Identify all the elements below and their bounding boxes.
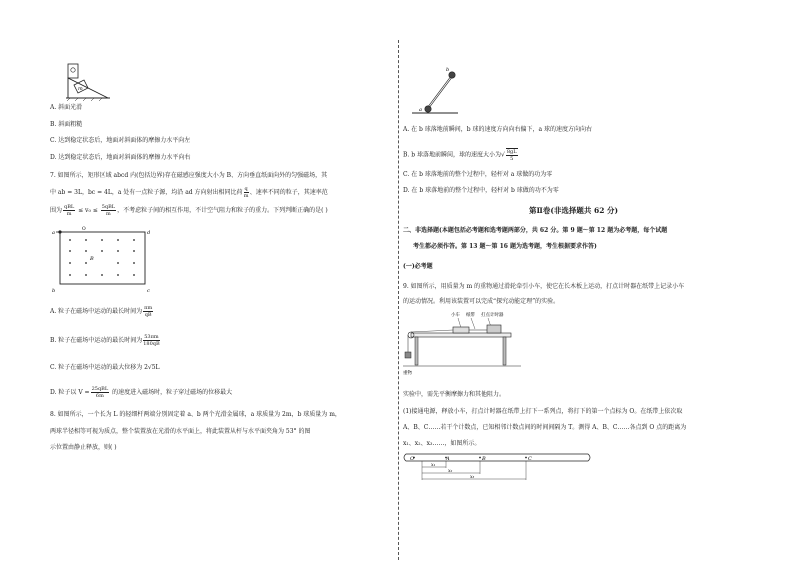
tape-x2-label: x₂ <box>448 469 453 474</box>
tape-c-label: C <box>528 456 532 462</box>
q8-line3: 示位置由静止释放，则( ) <box>50 444 117 451</box>
tape-label: 纸带 <box>466 313 475 318</box>
weight-label: 重物 <box>403 371 412 376</box>
q9-line2: 的运动情况。利用该装置可以完成“探究动能定理”的实验。 <box>403 298 560 305</box>
corner-a-label: a <box>52 230 55 236</box>
q8-line2: 两球半径相等可视为质点，整个装置放在光滑的水平面上，将此装置从杆与水平面夹角为 53° 的图 <box>50 428 311 435</box>
q6-option-a: A. 斜面光滑 <box>50 104 83 111</box>
q7-option-b: B. 粒子在磁场中运动的最长时间为 $\frac{53\pi m}{180qB}$ <box>50 334 160 347</box>
section-desc-1: 二、非选择题(本题包括必考题和选考题两部分，共 62 分。第 9 题～第 12 题为必考题，每个试题 <box>403 227 668 234</box>
tape-x1-label: x₁ <box>431 463 436 468</box>
required-heading: (一)必考题 <box>403 263 433 270</box>
q9-line3: 实验中，需先平衡摩擦力和其他阻力。 <box>403 391 506 398</box>
tape-x3-label: x₃ <box>470 475 475 480</box>
q8-line1: 8. 如图所示，一个长为 L 的轻细杆两端分别固定着 a、b 两个光滑金属球，a 球质量为 2m，b 球质量为 m， <box>50 411 341 418</box>
corner-c-label: c <box>147 288 150 294</box>
ball-b-label: b <box>446 67 450 73</box>
incline-mass-label: m <box>78 86 83 92</box>
corner-b-label: b <box>52 288 56 294</box>
q8-option-b: B. b 球落地前瞬间，球的速度大小为√ $\frac{8gL}{5}$ <box>403 149 517 162</box>
q8-option-a: A. 在 b 球落地前瞬间，b 球的速度方向向右偏下，a 球的速度方向向右 <box>403 126 593 133</box>
column-divider <box>398 40 399 560</box>
q7-option-a: A. 粒子在磁场中运动的最长时间为 $\frac{\pi m}{qB}$ <box>50 305 153 318</box>
tape-b-label: B <box>482 456 486 462</box>
magnetic-field-figure <box>50 226 160 296</box>
q9-line6: x₁、x₂、x₃……，如图所示。 <box>403 440 481 447</box>
source-o-label: O <box>82 227 86 232</box>
q8-option-c: C. 在 b 球落地前的整个过程中，轻杆对 a 球做的功为零 <box>403 171 553 178</box>
rod-figure <box>410 62 470 122</box>
section-title: 第Ⅱ卷(非选择题共 62 分) <box>529 206 619 215</box>
cart-label: 小车 <box>451 313 460 318</box>
incline-figure <box>60 58 120 98</box>
paper-tape-figure <box>402 452 592 486</box>
q9-line4: (1)接通电源，释放小车，打点计时器在纸带上打下一系列点，将打下的第一个点标为 O。在纸带上依次取 <box>403 408 683 415</box>
q9-line1: 9. 如图所示，用质量为 m 的重物通过滑轮牵引小车，使它在长木板上运动，打点计时器在纸带上记录小车 <box>403 283 685 290</box>
tape-a-label: A <box>446 456 450 462</box>
field-b-label: B <box>90 256 94 262</box>
q6-option-c: C. 达到稳定状态后，地面对斜面体的摩擦力水平向左 <box>50 137 191 144</box>
q7-line2: 中 ab = 3L，bc = 4L，a 处有一点粒子源，均沿 ad 方向射出相同比荷 $\frac{q}{m}$ 、速率不同的粒子，其速率范 <box>50 186 328 199</box>
q6-option-b: B. 斜面粗糙 <box>50 121 83 128</box>
q7-option-c: C. 粒子在磁场中运动的最大位移为 2√5L <box>50 364 160 371</box>
tape-o-label: O <box>410 456 415 462</box>
q6-option-d: D. 达到稳定状态后，地面对斜面体的摩擦力水平向右 <box>50 154 191 161</box>
q9-line5: A、B、C……若干个计数点，已知相邻计数点间的时间间隔为 T。测得 A、B、C……各点到 O 点的距离为 <box>403 424 687 431</box>
q8-option-d: D. 在 b 球落地前的整个过程中，轻杆对 b 球做的功不为零 <box>403 187 559 194</box>
timer-label: 打点计时器 <box>481 313 504 318</box>
corner-d-label: d <box>147 230 151 236</box>
apparatus-figure <box>403 310 523 376</box>
q7-option-d: D. 粒子以 V = $\frac{\text{25qBL}}{6m}$ 的速度进入磁场时，粒子穿过磁场的位移最大 <box>50 386 233 399</box>
q7-line3: 围为 $\frac{\text{qBL}}{m}$ ≤ v₀ ≤ $\frac{\text{5qBL}}{m}$ ，不考虑粒子间的相互作用，不计空气阻力和粒子的重力。下列判断正确的是( ) <box>50 204 328 217</box>
ball-a-label: a <box>419 107 422 113</box>
section-desc-2: 考生都必须作答。第 13 题～第 16 题为选考题，考生根据要求作答) <box>413 243 597 250</box>
q7-line1: 7. 如图所示，矩形区域 abcd 内(包括边界)存在磁感应强度大小为 B、方向垂直纸面向外的匀强磁场，其 <box>50 172 328 179</box>
